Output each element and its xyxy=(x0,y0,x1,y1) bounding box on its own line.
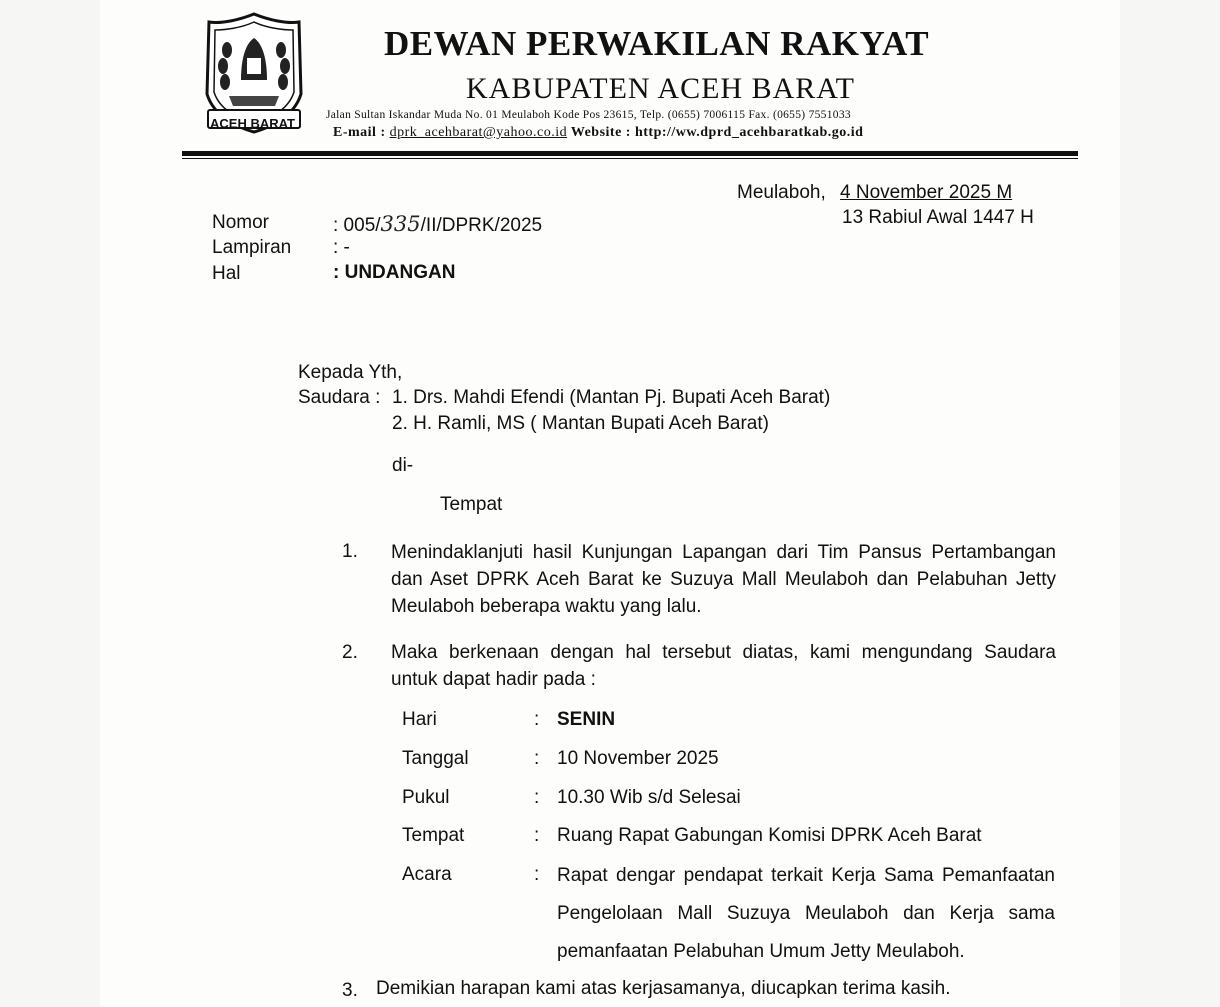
paragraph-line: dan Aset DPRK Aceh Barat ke Suzuya Mall Meulaboh dan Pelabuhan Jetty xyxy=(391,569,1056,590)
schedule-value-hari: SENIN xyxy=(557,709,616,730)
letterhead-address: Jalan Sultan Iskandar Muda No. 01 Meulaboh Kode Pos 23615, Telp. (0655) 7006115 Fax. (0655) 7551033 xyxy=(326,109,851,121)
paragraph-line: Meulaboh beberapa waktu yang lalu. xyxy=(391,596,702,617)
schedule-label-tempat: Tempat xyxy=(402,825,465,846)
letterhead-rule-thin xyxy=(182,158,1078,159)
letterhead-title: DEWAN PERWAKILAN RAKYAT xyxy=(384,24,930,63)
acara-line: Rapat dengar pendapat terkait Kerja Sama Pemanfaatan xyxy=(557,865,1055,886)
hal-value: : UNDANGAN xyxy=(333,262,456,283)
schedule-value-acara xyxy=(557,857,1055,971)
website-label: Website : xyxy=(567,125,635,140)
paragraph-2 xyxy=(391,639,1056,693)
schedule-label-acara: Acara xyxy=(402,864,452,885)
schedule-label-hari: Hari xyxy=(402,709,437,730)
date-hijri: 13 Rabiul Awal 1447 H xyxy=(842,207,1034,228)
paragraph-number: 1. xyxy=(342,541,358,562)
recipient-di: di- xyxy=(392,455,414,476)
saudara-label: Saudara : xyxy=(298,387,381,408)
acara-line: pemanfaatan Pelabuhan Umum Jetty Meulaboh. xyxy=(557,941,965,962)
schedule-value-pukul: 10.30 Wib s/d Selesai xyxy=(557,787,741,808)
schedule-colon: : xyxy=(534,748,540,769)
schedule-label-pukul: Pukul xyxy=(402,787,450,808)
schedule-colon: : xyxy=(534,825,540,846)
date-gregorian: 4 November 2025 M xyxy=(840,182,1013,203)
schedule-colon: : xyxy=(534,709,540,730)
nomor-label: Nomor xyxy=(212,212,270,233)
email-label: E-mail : xyxy=(333,125,390,140)
letterhead-contact xyxy=(333,125,863,141)
recipient-item: 1. Drs. Mahdi Efendi (Mantan Pj. Bupati Aceh Barat) xyxy=(392,387,831,408)
schedule-label-tanggal: Tanggal xyxy=(402,748,469,769)
lampiran-label: Lampiran xyxy=(212,237,292,258)
letterhead-subtitle: KABUPATEN ACEH BARAT xyxy=(466,72,855,105)
kepada-yth: Kepada Yth, xyxy=(298,362,403,383)
nomor-handwritten: 335 xyxy=(380,212,421,236)
schedule-value-tempat: Ruang Rapat Gabungan Komisi DPRK Aceh Barat xyxy=(557,825,982,846)
nomor-value xyxy=(333,212,542,237)
acara-line: Pengelolaan Mall Suzuya Meulaboh dan Kerja sama xyxy=(557,903,1055,924)
website-link[interactable]: http://ww.dprd_acehbaratkab.go.id xyxy=(634,125,864,140)
schedule-value-tanggal: 10 November 2025 xyxy=(557,748,719,769)
nomor-prefix: : 005/ xyxy=(333,215,381,236)
logo-caption: ACEH BARAT xyxy=(210,116,295,131)
paragraph-line: Maka berkenaan dengan hal tersebut diatas, kami mengundang Saudara xyxy=(391,642,1056,663)
paragraph-1 xyxy=(391,539,1056,620)
paragraph-line: Menindaklanjuti hasil Kunjungan Lapangan dari Tim Pansus Pertambangan xyxy=(391,542,1056,563)
hal-label: Hal xyxy=(212,263,241,284)
recipient-tempat: Tempat xyxy=(440,494,503,515)
date-place: Meulaboh, xyxy=(737,182,826,203)
email-link[interactable]: dprk_acehbarat@yahoo.co.id xyxy=(389,125,568,140)
paragraph-number: 3. xyxy=(342,980,358,1001)
paragraph-number: 2. xyxy=(342,642,358,663)
lampiran-value: : - xyxy=(333,237,350,258)
recipient-item: 2. H. Ramli, MS ( Mantan Bupati Aceh Barat) xyxy=(392,413,769,434)
paragraph-line: untuk dapat hadir pada : xyxy=(391,669,596,690)
schedule-colon: : xyxy=(534,864,540,885)
letterhead-rule-thick xyxy=(182,151,1078,156)
schedule-colon: : xyxy=(534,787,540,808)
paragraph-3: Demikian harapan kami atas kerjasamanya, diucapkan terima kasih. xyxy=(376,978,951,999)
nomor-suffix: /II/DPRK/2025 xyxy=(420,215,543,236)
